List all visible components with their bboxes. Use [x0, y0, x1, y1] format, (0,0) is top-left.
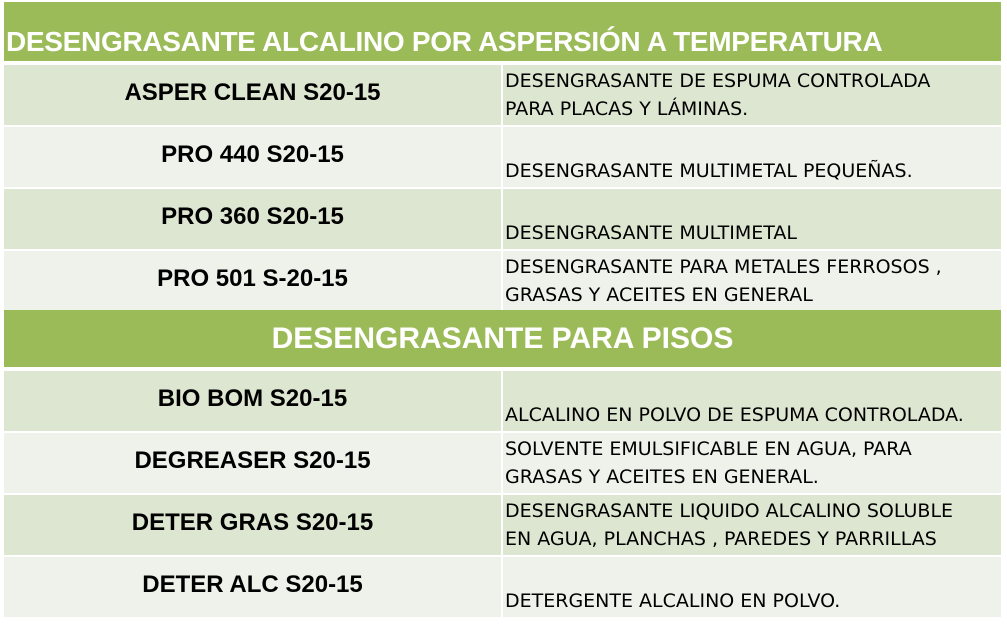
- description-line: GRASAS Y ACEITES EN GENERAL.: [505, 466, 819, 488]
- table-row: [4, 127, 1001, 189]
- description-line: EN AGUA, PLANCHAS , PAREDES Y PARRILLAS: [505, 528, 937, 550]
- section-header-aspersion: DESENGRASANTE ALCALINO POR ASPERSIÓN A TEMPERATURA: [4, 2, 1001, 61]
- description-line: DETERGENTE ALCALINO EN POLVO.: [505, 590, 841, 612]
- description-line: PARA PLACAS Y LÁMINAS.: [505, 98, 749, 120]
- product-description: [503, 371, 1001, 431]
- description-line: DESENGRASANTE PARA METALES FERROSOS ,: [505, 256, 942, 278]
- table-row: [4, 65, 1001, 127]
- description-line: DESENGRASANTE LIQUIDO ALCALINO SOLUBLE: [505, 500, 954, 522]
- product-name: PRO 360 S20-15: [4, 189, 501, 249]
- product-description: [503, 433, 1001, 493]
- table-row: [4, 557, 1001, 619]
- product-description: [503, 189, 1001, 249]
- product-description: [503, 65, 1001, 125]
- product-name: PRO 440 S20-15: [4, 127, 501, 187]
- table-row: [4, 433, 1001, 495]
- table-row: [4, 495, 1001, 557]
- description-line: GRASAS Y ACEITES EN GENERAL: [505, 284, 813, 306]
- product-name: BIO BOM S20-15: [4, 371, 501, 431]
- description-line: DESENGRASANTE DE ESPUMA CONTROLADA: [505, 70, 931, 92]
- description-line: SOLVENTE EMULSIFICABLE EN AGUA, PARA: [505, 438, 912, 460]
- product-name: PRO 501 S-20-15: [4, 251, 501, 311]
- product-description: [503, 557, 1001, 617]
- product-table-aspersion: [4, 65, 1001, 313]
- table-row: [4, 251, 1001, 313]
- section-header-pisos: DESENGRASANTE PARA PISOS: [4, 310, 1001, 367]
- product-description: [503, 251, 1001, 311]
- product-name: ASPER CLEAN S20-15: [4, 65, 501, 125]
- product-name: DEGREASER S20-15: [4, 433, 501, 493]
- product-name: DETER ALC S20-15: [4, 557, 501, 617]
- table-row: [4, 189, 1001, 251]
- product-table-pisos: [4, 371, 1001, 619]
- description-line: DESENGRASANTE MULTIMETAL: [505, 222, 797, 244]
- description-line: ALCALINO EN POLVO DE ESPUMA CONTROLADA.: [505, 404, 964, 426]
- product-description: [503, 495, 1001, 555]
- table-row: [4, 371, 1001, 433]
- product-name: DETER GRAS S20-15: [4, 495, 501, 555]
- product-description: [503, 127, 1001, 187]
- description-line: DESENGRASANTE MULTIMETAL PEQUEÑAS.: [505, 160, 913, 182]
